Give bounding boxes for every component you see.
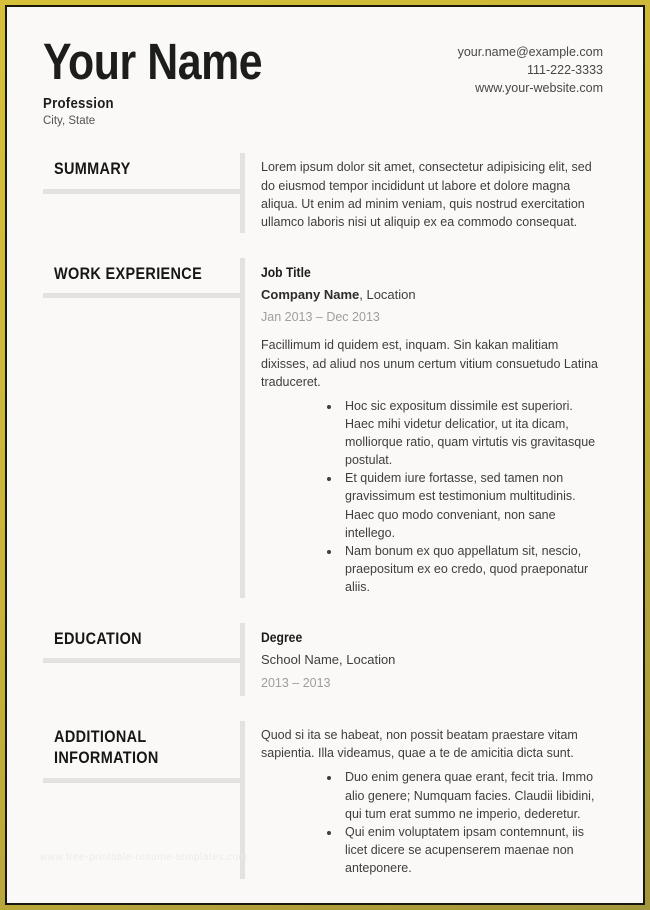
section-work-body — [245, 258, 603, 598]
job-dates: Jan 2013 – Dec 2013 — [261, 310, 380, 325]
section-education — [43, 623, 603, 696]
section-work-title: WORK EXPERIENCE — [54, 263, 203, 283]
company-line — [261, 286, 603, 305]
section-summary-title: SUMMARY — [54, 159, 131, 179]
profession: Profession — [43, 95, 114, 113]
resume-header — [43, 33, 603, 128]
job-bullet-list — [261, 397, 603, 596]
company-name: Company Name — [261, 286, 360, 302]
job-bullet: • Hoc sic expositum dissimile est superiori. Haec mihi videtur delicatior, ut ita dicam, molliorque ratio, quam virtutis vis gravitasque postulat. — [341, 397, 603, 470]
watermark: www.free-printable-resume-templates.com — [40, 852, 248, 863]
section-additional-title: ADDITIONAL INFORMATION — [54, 727, 159, 768]
job-description: Facillimum id quidem est, inquam. Sin kakan malitiam dixisses, ad aliud nos unum certum vitium consuetudo Latina traduceret. — [261, 338, 598, 389]
contact-email: your.name@example.com — [457, 45, 603, 59]
heading-underline — [43, 293, 240, 298]
heading-underline — [43, 658, 240, 663]
section-work-heading — [43, 258, 240, 598]
heading-underline — [43, 778, 240, 783]
contact-block — [458, 43, 603, 97]
additional-bullet: • Qui enim voluptatem ipsam contemnunt, iis licet dicere se acupenserem maenae non anteponere. — [341, 823, 603, 877]
section-education-body — [245, 623, 603, 696]
additional-bullet-list — [261, 768, 603, 877]
additional-text: Quod si ita se habeat, non possit beatam praestare vitam sapientia. Illa videamus, quae a te de amicitia dicta sunt. — [261, 728, 578, 761]
job-bullet: • Et quidem iure fortasse, sed tamen non gravissimum est testimonium multitudinis. Haec quo modo conveniant, non sane intellego. — [341, 469, 603, 542]
additional-bullet: • Duo enim genera quae erant, fecit tria. Immo alio genere; Numquam facies. Claudii libidini, qui tum erat summo ne imperio, dederetur. — [341, 768, 603, 822]
company-location: , Location — [359, 286, 416, 302]
job-bullet: • Nam bonum ex quo appellatum sit, nescio, praepositum ex eo credo, quod praeponatur aliis. — [341, 542, 603, 596]
school-line: School Name, Location — [261, 651, 396, 667]
section-additional-body — [245, 721, 603, 879]
job-title: Job Title — [261, 264, 311, 280]
city-state: City, State — [43, 115, 96, 128]
summary-text: Lorem ipsum dolor sit amet, consectetur adipisicing elit, sed do eiusmod tempor incididunt ut labore et dolore magna aliqua. Ut enim ad minim veniam, quis nostrud exercitation ullamco laboris nisi ut aliquip ex ea commodo consequat. — [261, 160, 592, 229]
section-education-title: EDUCATION — [54, 629, 142, 649]
education-dates: 2013 – 2013 — [261, 675, 331, 690]
degree: Degree — [261, 630, 303, 646]
section-education-heading — [43, 623, 240, 696]
section-summary-body — [245, 153, 603, 233]
section-summary — [43, 153, 603, 233]
person-name: Your Name — [43, 33, 263, 90]
contact-phone: 111-222-3333 — [527, 63, 603, 78]
contact-website: www.your-website.com — [475, 81, 603, 96]
section-summary-heading — [43, 153, 240, 233]
section-work-experience — [43, 258, 603, 598]
resume-page — [5, 5, 645, 905]
heading-underline — [43, 189, 240, 194]
